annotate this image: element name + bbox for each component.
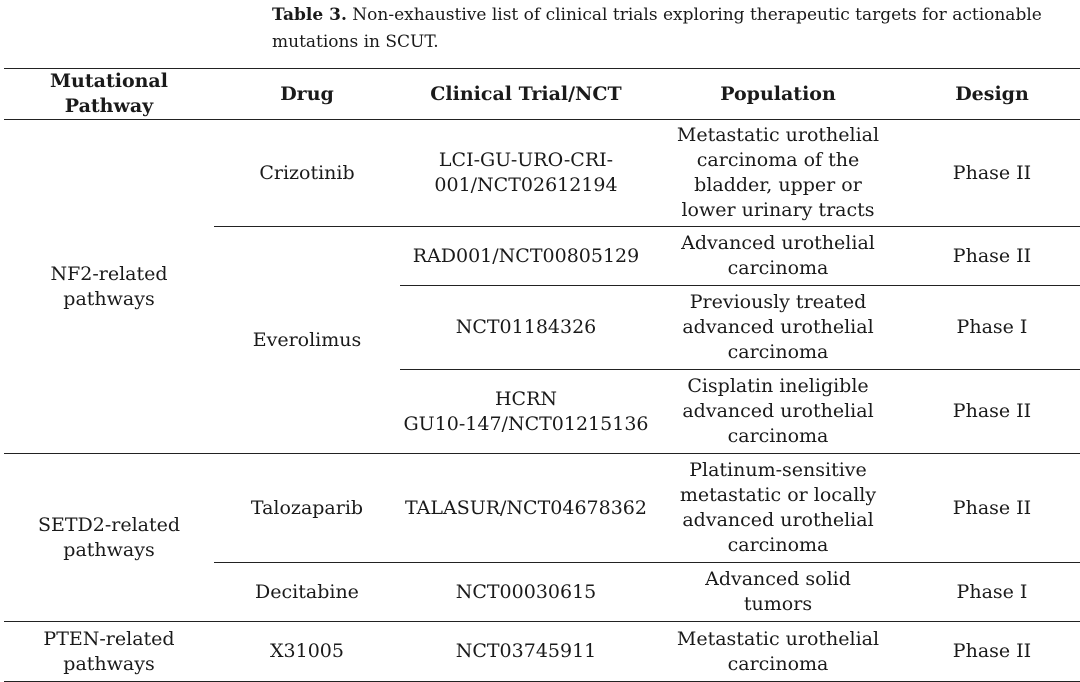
- trial-cell: [400, 370, 652, 454]
- population-label: Previously treated advanced urothelial carcinoma: [682, 291, 874, 363]
- population-label: Cisplatin ineligible advanced urothelial carcinoma: [682, 375, 874, 447]
- drug-cell: [214, 622, 400, 682]
- table-row: [4, 622, 1080, 682]
- population-cell: [652, 286, 904, 370]
- design-label: Phase II: [952, 640, 1032, 662]
- population-cell: [652, 370, 904, 454]
- design-label: Phase II: [952, 496, 1032, 519]
- table-header-row: [4, 69, 1080, 120]
- population-cell: [652, 622, 904, 682]
- trial-cell: [400, 120, 652, 227]
- drug-cell: [214, 120, 400, 227]
- trial-label: HCRN GU10-147/NCT01215136: [403, 387, 649, 435]
- table-row: [4, 120, 1080, 227]
- trial-label: NCT01184326: [455, 316, 597, 338]
- drug-cell: [214, 563, 400, 622]
- trial-label: TALASUR/NCT04678362: [405, 496, 647, 519]
- design-cell: [904, 370, 1080, 454]
- population-cell: [652, 227, 904, 286]
- trial-label: NCT00030615: [455, 580, 597, 603]
- population-cell: [652, 120, 904, 227]
- population-label: Advanced solid tumors: [705, 568, 851, 615]
- trial-cell: [400, 563, 652, 622]
- pathway-label: SETD2-related pathways: [37, 513, 181, 561]
- table-caption: [272, 2, 1080, 56]
- design-cell: [904, 563, 1080, 622]
- trial-label: RAD001/NCT00805129: [412, 244, 640, 267]
- design-label: Phase I: [956, 580, 1028, 603]
- table-caption-label: Table 3.: [272, 5, 347, 25]
- drug-label: X31005: [270, 640, 344, 662]
- design-cell: [904, 120, 1080, 227]
- design-label: Phase II: [952, 400, 1032, 422]
- clinical-trials-table: [4, 68, 1080, 682]
- pathway-cell: [4, 120, 214, 454]
- population-label: Metastatic urothelial carcinoma: [676, 627, 880, 675]
- design-cell: [904, 454, 1080, 563]
- drug-cell: [214, 454, 400, 563]
- trial-cell: [400, 454, 652, 563]
- design-cell: [904, 227, 1080, 286]
- trial-label: NCT03745911: [455, 640, 597, 662]
- population-label: Metastatic urothelial carcinoma of the bladder, upper or lower urinary tracts: [676, 124, 880, 221]
- population-label: Platinum-sensitive metastatic or locally advanced urothelial carcinoma: [679, 459, 877, 556]
- design-label: Phase I: [956, 316, 1028, 338]
- pathway-label: PTEN-related pathways: [43, 627, 175, 675]
- drug-label: Talozaparib: [250, 496, 364, 519]
- drug-label: Everolimus: [252, 328, 362, 351]
- trial-cell: [400, 622, 652, 682]
- population-cell: [652, 563, 904, 622]
- design-label: Phase II: [952, 161, 1032, 184]
- drug-cell: [214, 227, 400, 454]
- population-label: Advanced urothelial carcinoma: [681, 232, 875, 279]
- drug-label: Decitabine: [255, 580, 359, 603]
- header-population: Population: [652, 69, 904, 120]
- table-caption-text: Non-exhaustive list of clinical trials exploring therapeutic targets for actionable mutations in SCUT.: [272, 5, 1042, 52]
- population-cell: [652, 454, 904, 563]
- trial-label: LCI-GU-URO-CRI- 001/NCT02612194: [434, 149, 618, 196]
- table-row: [4, 454, 1080, 563]
- design-label: Phase II: [952, 244, 1032, 267]
- header-clinical-trial: Clinical Trial/NCT: [400, 69, 652, 120]
- pathway-cell: [4, 622, 214, 682]
- design-cell: [904, 622, 1080, 682]
- pathway-cell: [4, 454, 214, 622]
- header-mutational-pathway: Mutational Pathway: [4, 69, 214, 120]
- trial-cell: [400, 286, 652, 370]
- header-design: Design: [904, 69, 1080, 120]
- design-cell: [904, 286, 1080, 370]
- trial-cell: [400, 227, 652, 286]
- pathway-label: NF2-related pathways: [50, 262, 168, 310]
- header-drug: Drug: [214, 69, 400, 120]
- drug-label: Crizotinib: [259, 161, 355, 184]
